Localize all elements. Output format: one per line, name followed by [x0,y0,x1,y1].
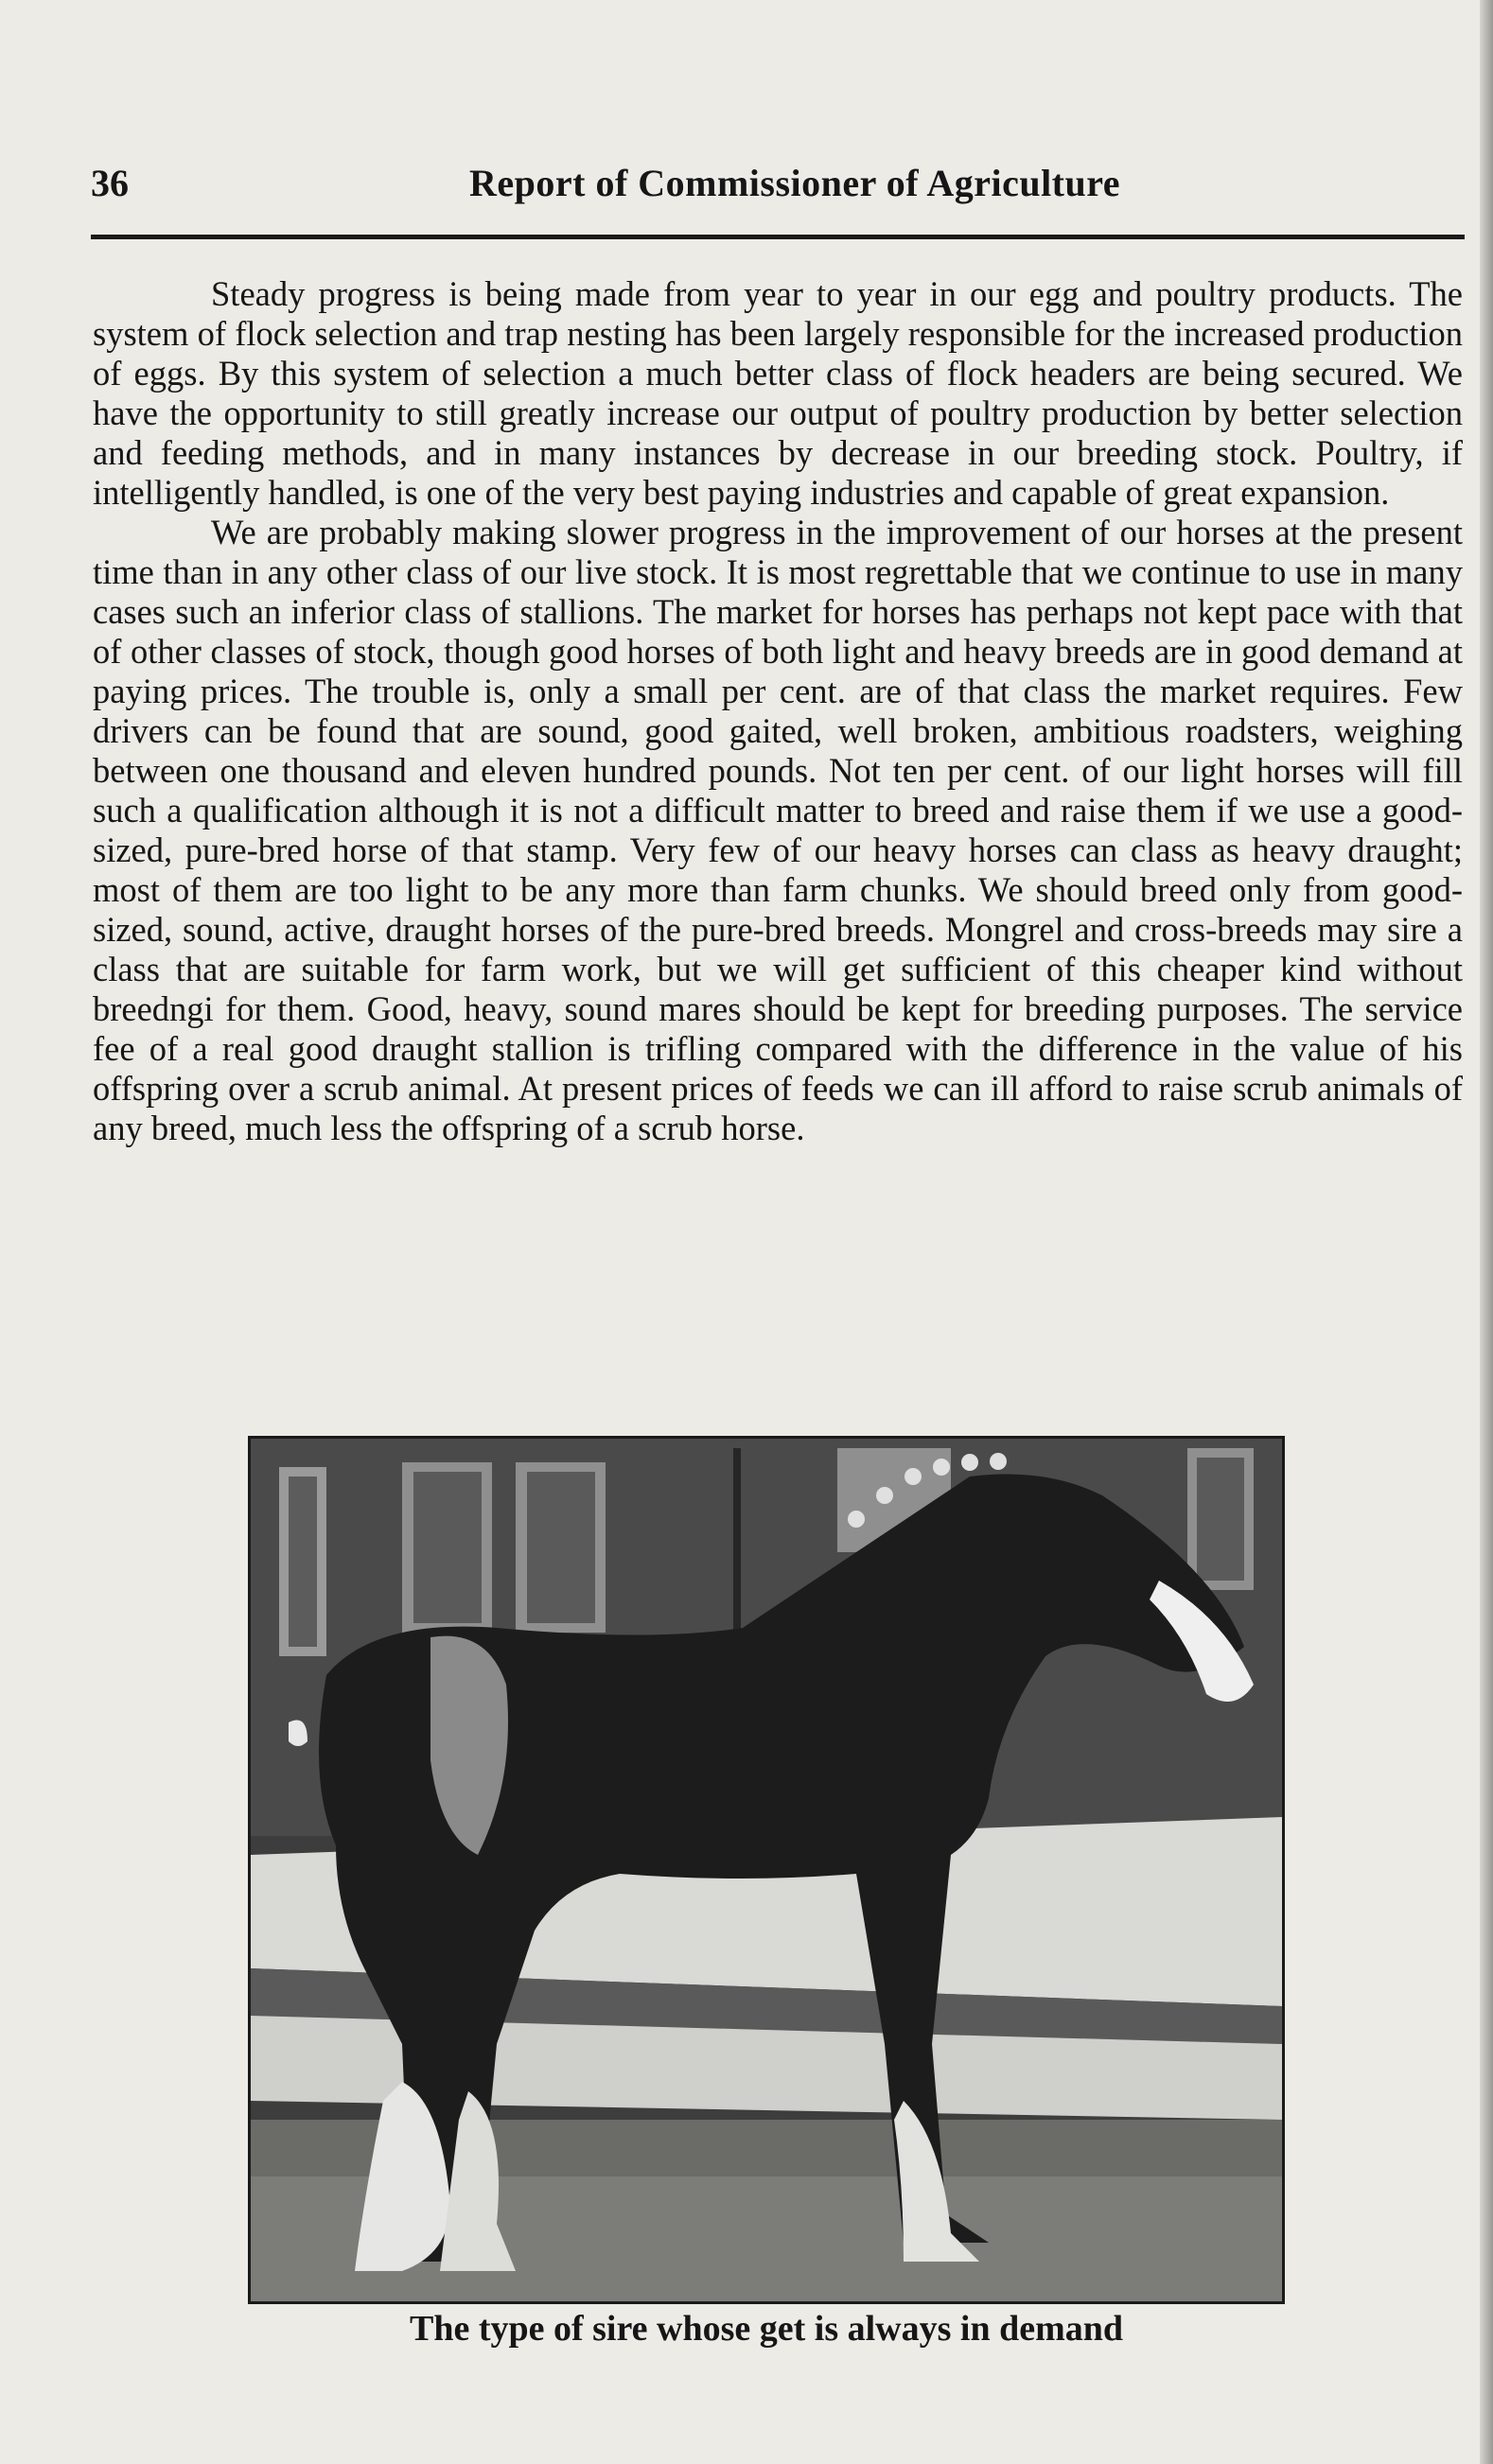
figure-caption: The type of sire whose get is always in demand [409,2309,1124,2349]
horse-photograph [248,1436,1285,2304]
page-edge [1480,0,1493,2464]
horse-image [251,1439,1282,2301]
paragraph-horses: We are probably making slower progress in the improvement of our horses at the present time than in any other class of our live stock. It is most regrettable that we continue to use in many cases such an inferior class of stallions. The market for horses has perhaps not kept pace with that of other classes of stock, though good horses of both light and heavy breeds are in good demand at paying prices. The trouble is, only a small per cent. are of that class the market requires. Few drivers can be found that are sound, good gaited, well broken, ambitious roadsters, weighing between one thousand and eleven hundred pounds. Not ten per cent. of our light horses will fill such a qualification although it is not a difficult matter to breed and raise them if we use a good-sized, pure-bred horse of that stamp. Very few of our heavy horses can class as heavy draught; most of them are too light to be any more than farm chunks. We should breed only from good-sized, sound, active, draught horses of the pure-bred breeds. Mongrel and cross-breeds may sire a class that are suitable for farm work, but we will get sufficient of this cheaper kind without breedngi for them. Good, heavy, sound mares should be kept for breeding purposes. The service fee of a real good draught stallion is trifling compared with the difference in the value of his offspring over a scrub animal. At present prices of feeds we can ill afford to raise scrub animals of any breed, much less the offspring of a scrub horse. [93,513,1463,1147]
page-number: 36 [91,162,129,204]
body-text [93,274,1463,1148]
paragraph-poultry: Steady progress is being made from year to year in our egg and poultry products. The system of flock selection and trap nesting has been largely responsible for the increased production of eggs. By this system of selection a much better class of flock headers are being secured. We have the opportunity to still greatly increase our output of poultry production by better selection and feeding methods, and in many instances by decrease in our breeding stock. Poultry, if intelligently handled, is one of the very best paying industries and capable of great expansion. [93,274,1463,512]
running-head: Report of Commissioner of Agriculture [469,162,1121,204]
header-rule [91,235,1465,239]
page-header [91,161,1463,227]
